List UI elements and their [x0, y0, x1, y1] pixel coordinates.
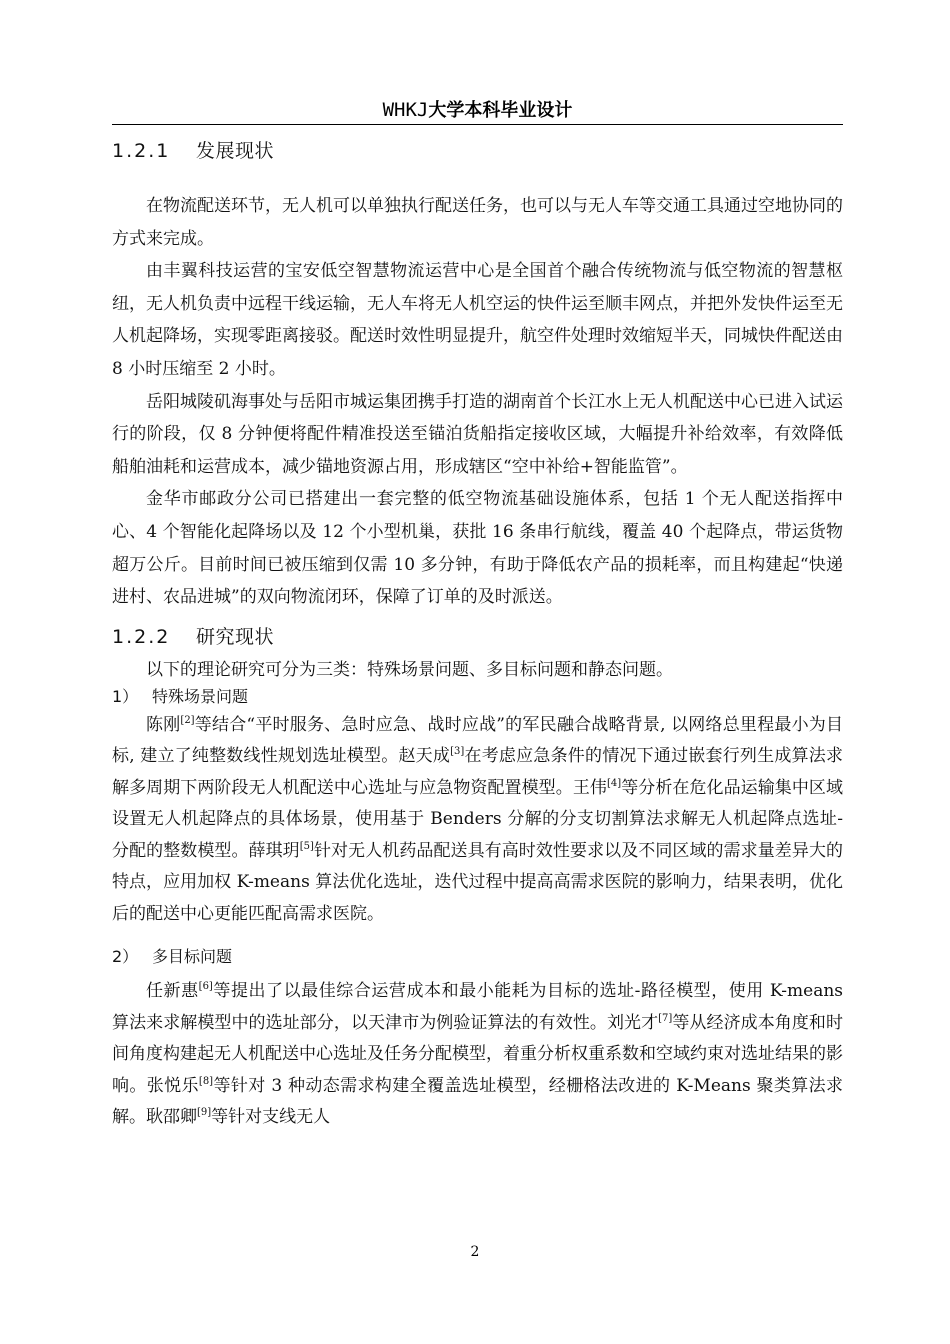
subheading-number: 2）	[112, 947, 139, 967]
citation[interactable]: [6]	[198, 981, 213, 993]
subheading-special-scenario	[112, 684, 843, 710]
page-content	[112, 134, 843, 1134]
text-run: 等分析在危化品运输集中区域设置无人机起降点的具体场景，使用基于 Benders 分解的分支切割算法求解无人机起降点选址-分配的整数模型。薛琪玥	[112, 777, 844, 861]
page-number: 2	[470, 1244, 480, 1260]
section-heading-1-2-1	[112, 134, 843, 168]
text-run: 任新惠	[146, 981, 199, 1002]
paragraph: 金华市邮政分公司已搭建出一套完整的低空物流基础设施体系，包括 1 个无人配送指挥中心、4 个智能化起降场以及 12 个小型机巢，获批 16 条串行航线，覆盖 40 个起降点，带运货物超万公斤。目前时间已被压缩到仅需 10 多分钟，有助于降低农产品的损耗率，而且构建起“快递进村、农品进城”的双向物流闭环，保障了订单的及时派送。	[112, 489, 843, 608]
paragraph: 岳阳城陵矶海事处与岳阳市城运集团携手打造的湖南首个长江水上无人机配送中心已进入试运行的阶段，仅 8 分钟便将配件精准投送至锚泊货船指定接收区域，大幅提升补给效率，有效降低船舶油耗和运营成本，减少锚地资源占用，形成辖区“空中补给+智能监管”。	[112, 391, 843, 477]
text-run: 针对无人机药品配送具有高时效性要求以及不同区域的需求量差异大的特点，应用加权 K-means 算法优化选址，迭代过程中提高高需求医院的影响力，结果表明，优化后的配送中心更能匹配高需求医院。	[112, 840, 844, 924]
text-run: 等结合“平时服务、急时应急、战时应战”的军民融合战略背景, 以网络总里程最小为目标, 建立了纯整数线性规划选址模型。赵天成	[112, 714, 843, 767]
subheading-title: 特殊场景问题	[152, 686, 249, 706]
section-heading-1-2-2	[112, 620, 843, 654]
text-run: 在考虑应急条件的情况下通过嵌套行列生成算法求解多周期下两阶段无人机配送中心选址与应急物资配置模型。王伟	[112, 746, 844, 798]
citation[interactable]: [3]	[450, 746, 465, 758]
section-number: 1.2.1	[112, 140, 171, 162]
text-run: 等针对支线无人	[211, 1107, 331, 1128]
text-run: 陈刚	[146, 714, 181, 735]
header-title: 大学本科毕业设计	[428, 100, 573, 121]
citation[interactable]: [7]	[658, 1012, 673, 1024]
section-number: 1.2.2	[112, 625, 171, 648]
text-run: 等提出了以最佳综合运营成本和最小能耗为目标的选址-路径模型，使用 K-means 算法来求解模型中的选址部分，以天津市为例验证算法的有效性。刘光才	[112, 981, 844, 1033]
header-prefix: WHKJ	[382, 99, 429, 121]
section-title: 研究现状	[196, 625, 275, 648]
paragraph	[112, 710, 843, 931]
citation[interactable]: [8]	[198, 1075, 214, 1087]
text-run: 等针对 3 种动态需求构建全覆盖选址模型，经栅格法改进的 K-Means 聚类算法求解。耿邵卿	[112, 1075, 844, 1128]
subheading-multi-objective	[112, 944, 843, 970]
section-title: 发展现状	[196, 140, 275, 162]
citation[interactable]: [5]	[299, 840, 314, 852]
paragraph: 在物流配送环节，无人机可以单独执行配送任务，也可以与无人车等交通工具通过空地协同的方式来完成。	[112, 196, 843, 249]
paragraph: 以下的理论研究可分为三类：特殊场景问题、多目标问题和静态问题。	[146, 659, 673, 680]
paragraph: 由丰翼科技运营的宝安低空智慧物流运营中心是全国首个融合传统物流与低空物流的智慧枢纽，无人机负责中远程干线运输，无人车将无人机空运的快件运至顺丰网点，并把外发快件运至无人机起降场，实现零距离接驳。配送时效性明显提升，航空件处理时效缩短半天，同城快件配送由 8 小时压缩至 2 小时。	[112, 261, 843, 379]
subheading-title: 多目标问题	[152, 947, 233, 967]
citation[interactable]: [4]	[606, 777, 622, 789]
subheading-number: 1）	[112, 686, 139, 706]
citation[interactable]: [9]	[197, 1107, 212, 1119]
citation[interactable]: [2]	[180, 714, 195, 726]
text-run: 等从经济成本角度和时间角度构建起无人机配送中心选址及任务分配模型，着重分析权重系数和空域约束对选址结果的影响。张悦乐	[112, 1012, 844, 1096]
paragraph	[112, 976, 843, 1134]
page-header	[112, 96, 843, 125]
